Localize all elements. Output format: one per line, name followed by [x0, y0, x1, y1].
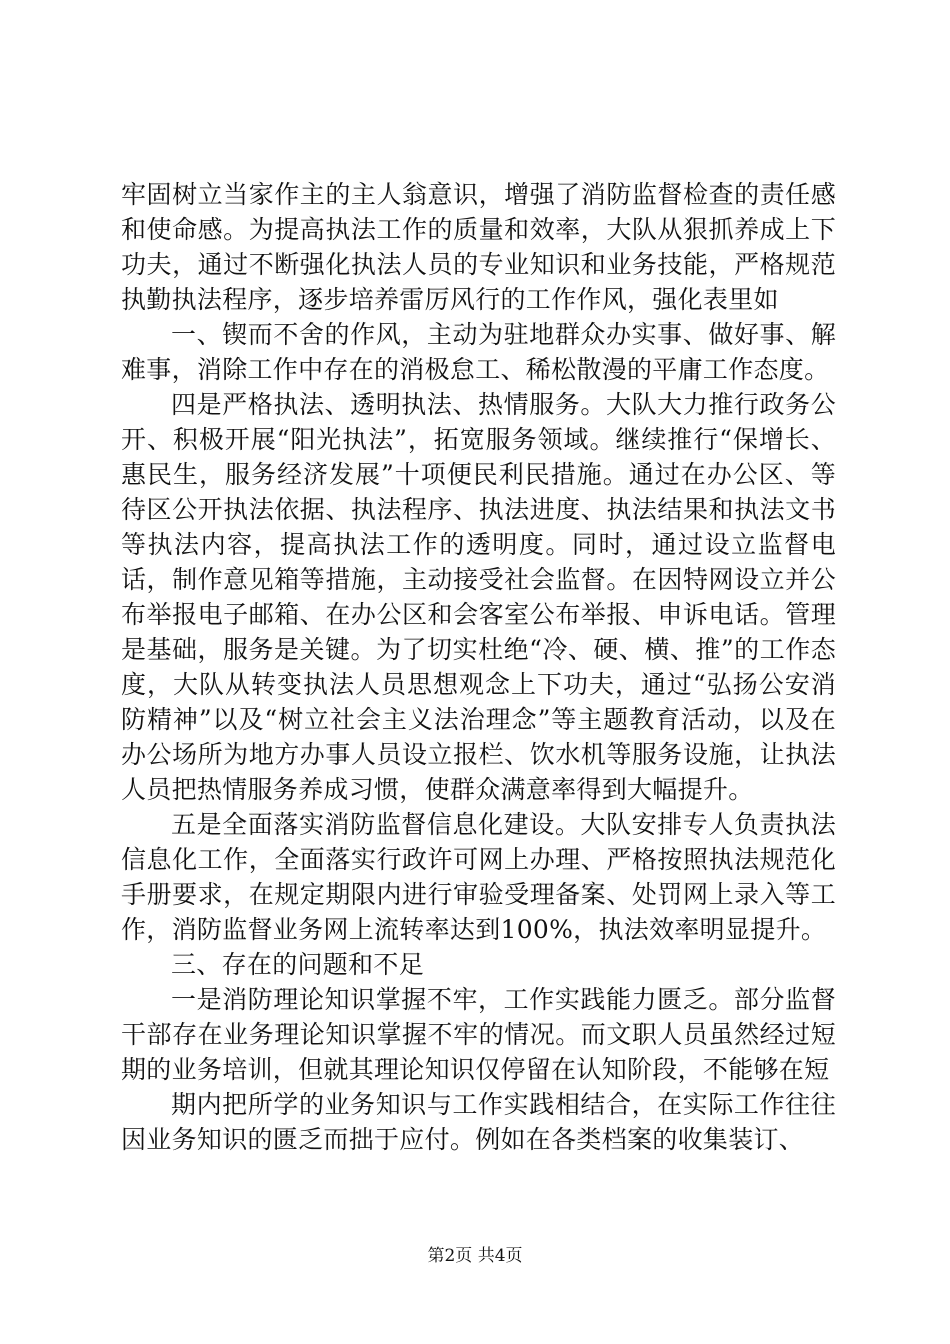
paragraph-3: 四是严格执法、透明执法、热情服务。大队大力推行政务公开、积极开展“阳光执法”，拓宽服务领域。继续推行“保增长、惠民生，服务经济发展”十项便民利民措施。通过在办公区、等待区公开执法依据、执法程序、执法进度、执法结果和执法文书等执法内容，提高执法工作的透明度。同时，通过设立监督电话，制作意见箱等措施，主动接受社会监督。在因特网设立并公布举报电子邮箱、在办公区和会客室公布举报、申诉电话。管理是基础，服务是关键。为了切实杜绝“冷、硬、横、推”的工作态度，大队从转变执法人员思想观念上下功夫，通过“弘扬公安消防精神”以及“树立社会主义法治理念”等主题教育活动，以及在办公场所为地方办事人员设立报栏、饮水机等服务设施，让执法人员把热情服务养成习惯，使群众满意率得到大幅提升。 — [121, 390, 836, 804]
page-footer: 第2页 共4页 — [427, 1246, 523, 1266]
paragraph-2: 一、锲而不舍的作风，主动为驻地群众办实事、做好事、解难事，消除工作中存在的消极怠工、稀松散漫的平庸工作态度。 — [121, 320, 836, 384]
paragraph-6: 期内把所学的业务知识与工作实践相结合，在实际工作往往因业务知识的匮乏而拙于应付。例如在各类档案的收集装订、 — [121, 1090, 836, 1154]
paragraph-1: 牢固树立当家作主的主人翁意识，增强了消防监督检查的责任感和使命感。为提高执法工作的质量和效率，大队从狠抓养成上下功夫，通过不断强化执法人员的专业知识和业务技能，严格规范执勤执法程序，逐步培养雷厉风行的工作作风，强化表里如 — [121, 180, 836, 314]
document-body — [121, 177, 836, 1157]
paragraph-4: 五是全面落实消防监督信息化建设。大队安排专人负责执法信息化工作，全面落实行政许可网上办理、严格按照执法规范化手册要求，在规定期限内进行审验受理备案、处罚网上录入等工作，消防监督业务网上流转率达到100%，执法效率明显提升。 — [121, 810, 836, 944]
paragraph-5: 一是消防理论知识掌握不牢，工作实践能力匮乏。部分监督干部存在业务理论知识掌握不牢的情况。而文职人员虽然经过短期的业务培训，但就其理论知识仅停留在认知阶段，不能够在短 — [121, 985, 836, 1084]
section-heading: 三、存在的问题和不足 — [171, 950, 425, 979]
